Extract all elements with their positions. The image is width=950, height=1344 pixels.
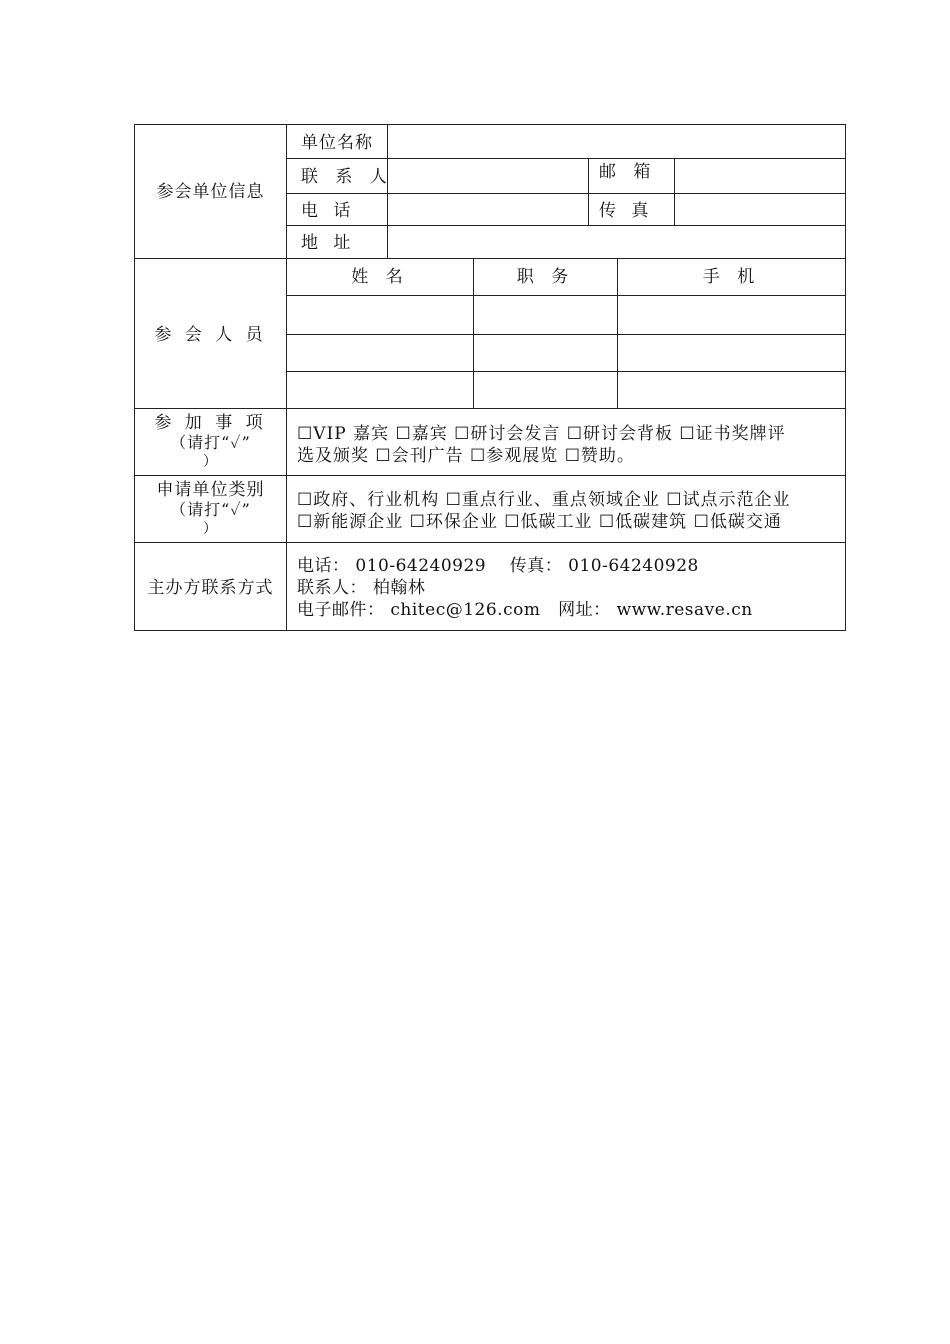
- column-header-name: 姓 名: [351, 267, 409, 287]
- items-label-line2: （请打“✓”: [170, 433, 251, 452]
- email-label: 邮 箱: [599, 162, 657, 182]
- category-label-line3: ）: [203, 521, 218, 537]
- address-field[interactable]: [388, 226, 845, 258]
- unit-name-field[interactable]: [388, 125, 845, 158]
- category-options-line2[interactable]: ☐新能源企业 ☐环保企业 ☐低碳工业 ☐低碳建筑 ☐低碳交通: [297, 512, 782, 532]
- organizer-phone-fax: 电话： 010-64240929 传真： 010-64240928: [297, 556, 699, 576]
- organizer-email-website: 电子邮件： chitec@126.com 网址： www.resave.cn: [297, 600, 753, 620]
- unit-name-label: 单位名称: [301, 133, 373, 153]
- attendee-name-field[interactable]: [287, 335, 473, 371]
- contact-label: 联 系 人: [301, 167, 393, 187]
- unit-info-section-label: 参会单位信息: [156, 182, 265, 202]
- attendee-title-field[interactable]: [474, 335, 617, 371]
- registration-form-table: [134, 124, 846, 631]
- phone-field[interactable]: [388, 194, 588, 225]
- attendee-mobile-field[interactable]: [618, 372, 845, 408]
- email-field[interactable]: [675, 159, 845, 193]
- attendee-title-field[interactable]: [474, 372, 617, 408]
- divider: [135, 258, 845, 259]
- column-header-title: 职 务: [516, 267, 575, 287]
- attendee-name-field[interactable]: [287, 296, 473, 334]
- organizer-label: 主办方联系方式: [147, 578, 274, 598]
- items-label-line3: ）: [203, 454, 218, 470]
- attendee-mobile-field[interactable]: [618, 335, 845, 371]
- organizer-contact-person: 联系人： 柏翰林: [297, 578, 426, 598]
- category-options-line1[interactable]: ☐政府、行业机构 ☐重点行业、重点领域企业 ☐试点示范企业: [297, 490, 791, 510]
- contact-field[interactable]: [388, 159, 588, 193]
- attendee-mobile-field[interactable]: [618, 296, 845, 334]
- attendees-section-label: 参 会 人 员: [154, 325, 267, 345]
- items-options-line2[interactable]: 选及颁奖 ☐会刊广告 ☐参观展览 ☐赞助。: [297, 446, 635, 466]
- attendee-title-field[interactable]: [474, 296, 617, 334]
- fax-label: 传 真: [599, 201, 654, 221]
- attendee-name-field[interactable]: [287, 372, 473, 408]
- category-label-line2: （请打“✓”: [170, 500, 251, 519]
- column-header-mobile: 手 机: [702, 267, 761, 287]
- items-label-line1: 参 加 事 项: [154, 413, 267, 433]
- category-label-line1: 申请单位类别: [156, 480, 265, 500]
- phone-label: 电 话: [301, 201, 356, 221]
- divider: [588, 158, 589, 225]
- address-label: 地 址: [301, 233, 356, 253]
- divider: [135, 542, 845, 543]
- divider: [135, 475, 845, 476]
- fax-field[interactable]: [675, 194, 845, 225]
- items-options-line1[interactable]: ☐VIP 嘉宾 ☐嘉宾 ☐研讨会发言 ☐研讨会背板 ☐证书奖牌评: [297, 424, 786, 444]
- divider: [135, 408, 845, 409]
